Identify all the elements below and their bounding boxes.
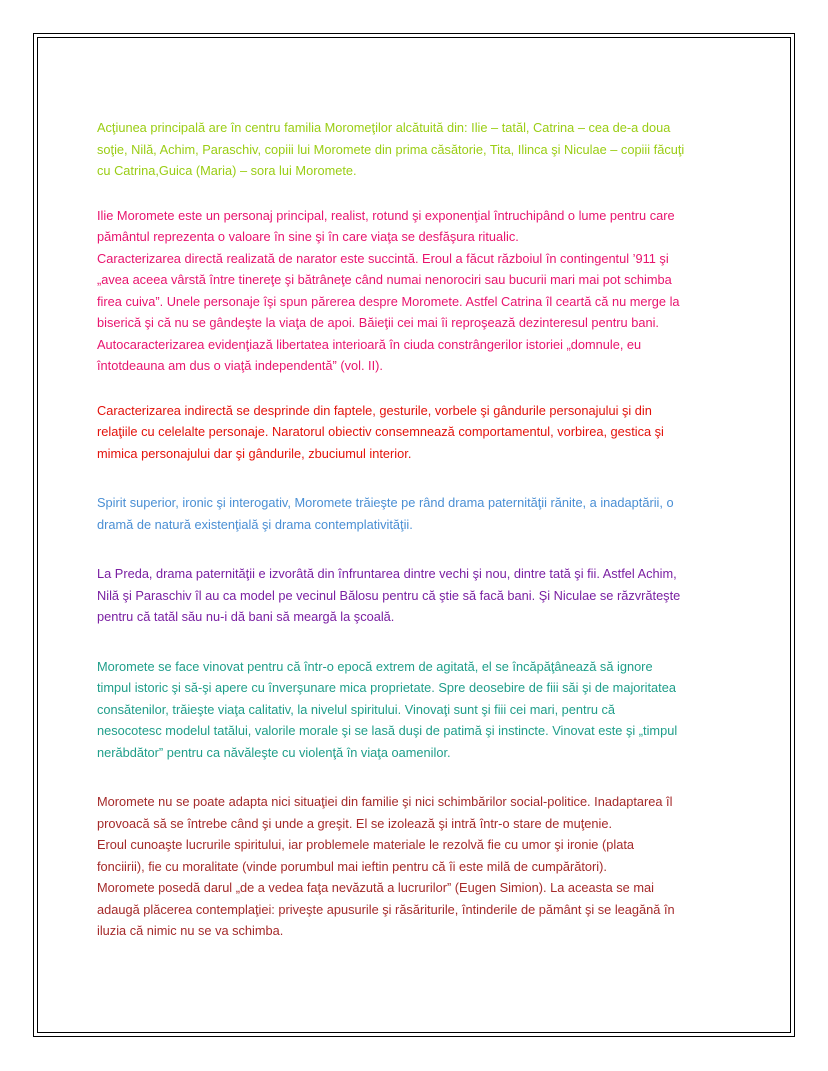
text-line: nerăbdător” pentru ca năvăleşte cu violenţă în viaţa oamenilor. bbox=[97, 744, 451, 760]
text-line: timpul istoric şi să-şi apere cu înverşunare mica proprietate. Spre deosebire de fiii săi şi de majoritatea bbox=[97, 680, 676, 695]
paragraph-spirit-dramas bbox=[97, 492, 745, 535]
text-line: Spirit superior, ironic şi interogativ, Moromete trăieşte pe rând drama paternităţii rănite, a inadaptării, o bbox=[97, 495, 674, 510]
text-line: cu Catrina,Guica (Maria) – sora lui Moromete. bbox=[97, 163, 357, 178]
text-line: Autocaracterizarea evidenţiază libertatea interioară în ciuda constrângerilor istoriei „domnule, eu bbox=[97, 336, 642, 352]
text-line: fonciirii), fie cu moralitate (vinde porumbul mai ieftin pentru că îi este milă de cumpărători). bbox=[97, 858, 607, 874]
paragraph-indirect-characterization bbox=[97, 400, 745, 465]
text-line: La Preda, drama paternităţii e izvorâtă din înfruntarea dintre vechi şi nou, dintre tată şi fii. Astfel Achim, bbox=[97, 566, 677, 581]
text-line: firea cuiva”. Unele personaje îşi spun părerea despre Moromete. Astfel Catrina îl ceartă că nu merge la bbox=[97, 293, 680, 309]
text-line: întotdeauna am dus o viaţă independentă” (vol. II). bbox=[97, 358, 383, 373]
document-body bbox=[97, 117, 745, 942]
text-line: Nilă şi Paraschiv îl au ca model pe vecinul Bălosu pentru că ştie să facă bani. Şi Niculae se răzvrăteşte bbox=[97, 587, 681, 603]
text-line: Caracterizarea indirectă se desprinde din faptele, gesturile, vorbele şi gândurile personajului şi din bbox=[97, 402, 652, 418]
paragraph-paternity-drama bbox=[97, 563, 745, 628]
paragraph-character-description bbox=[97, 205, 745, 377]
paragraph-inadaptation bbox=[97, 791, 745, 942]
text-line: pentru că tatăl său nu-i dă bani să meargă la şcoală. bbox=[97, 609, 395, 624]
text-line: biserică şi că nu se gândeşte la viaţa de apoi. Băieţii cei mai îi reproşează dezinteresul pentru bani. bbox=[97, 315, 659, 330]
text-line: mimica personajului dar şi gândurile, zbuciumul interior. bbox=[97, 445, 412, 461]
text-line: iluzia că nimic nu se va schimba. bbox=[97, 923, 284, 938]
text-line: Eroul cunoaşte lucrurile spiritului, iar problemele materiale le rezolvă fie cu umor şi ironie (plata bbox=[97, 837, 634, 852]
text-line: provoacă să se întrebe când şi unde a greşit. El se izolează şi intră într-o stare de muţenie. bbox=[97, 815, 612, 831]
text-line: Moromete posedă darul „de a vedea faţa nevăzută a lucrurilor” (Eugen Simion). La aceasta se mai bbox=[97, 880, 654, 895]
text-line: Moromete nu se poate adapta nici situaţiei din familie şi nici schimbărilor social-politice. Inadaptarea îl bbox=[97, 794, 673, 809]
text-line: Ilie Moromete este un personaj principal, realist, rotund şi exponenţial întruchipând o lume pentru care bbox=[97, 207, 675, 223]
text-line: Acţiunea principală are în centru familia Moromeţilor alcătuită din: Ilie – tatăl, Catrina – cea de-a doua bbox=[97, 120, 671, 135]
text-line: soţie, Nilă, Achim, Paraschiv, copiii lui Moromete din prima căsătorie, Tita, Ilinca şi Niculae – copiii făcuţi bbox=[97, 141, 685, 157]
paragraph-family-overview bbox=[97, 117, 745, 182]
text-line: consătenilor, trăieşte viaţa calitativ, la nivelul spiritului. Vinovaţi sunt şi fiii cei mari, pentru că bbox=[97, 701, 616, 717]
text-line: pământul reprezenta o valoare în sine şi în care viaţa se desfăşura ritualic. bbox=[97, 229, 519, 244]
paragraph-guilt bbox=[97, 656, 745, 764]
text-line: Caracterizarea directă realizată de narator este succintă. Eroul a făcut războiul în contingentul ’911 şi bbox=[97, 250, 669, 266]
text-line: nesocotesc modelul tatălui, valorile morale şi se lasă duşi de patimă şi instincte. Vinovat este şi „timpul bbox=[97, 723, 678, 738]
text-line: relaţiile cu celelalte personaje. Naratorul obiectiv consemnează comportamentul, vorbirea, gestica şi bbox=[97, 424, 664, 439]
text-line: adaugă plăcerea contemplaţiei: priveşte apusurile şi răsăriturile, întinderile de pământ şi se leagănă în bbox=[97, 901, 675, 917]
text-line: „avea aceea vârstă între tinereţe şi bătrâneţe când numai nenorociri sau bucurii mari mai pot schimba bbox=[97, 272, 672, 287]
text-line: dramă de natură existenţială şi drama contemplativităţii. bbox=[97, 516, 413, 532]
text-line: Moromete se face vinovat pentru că într-o epocă extrem de agitată, el se încăpăţânează să ignore bbox=[97, 658, 653, 674]
